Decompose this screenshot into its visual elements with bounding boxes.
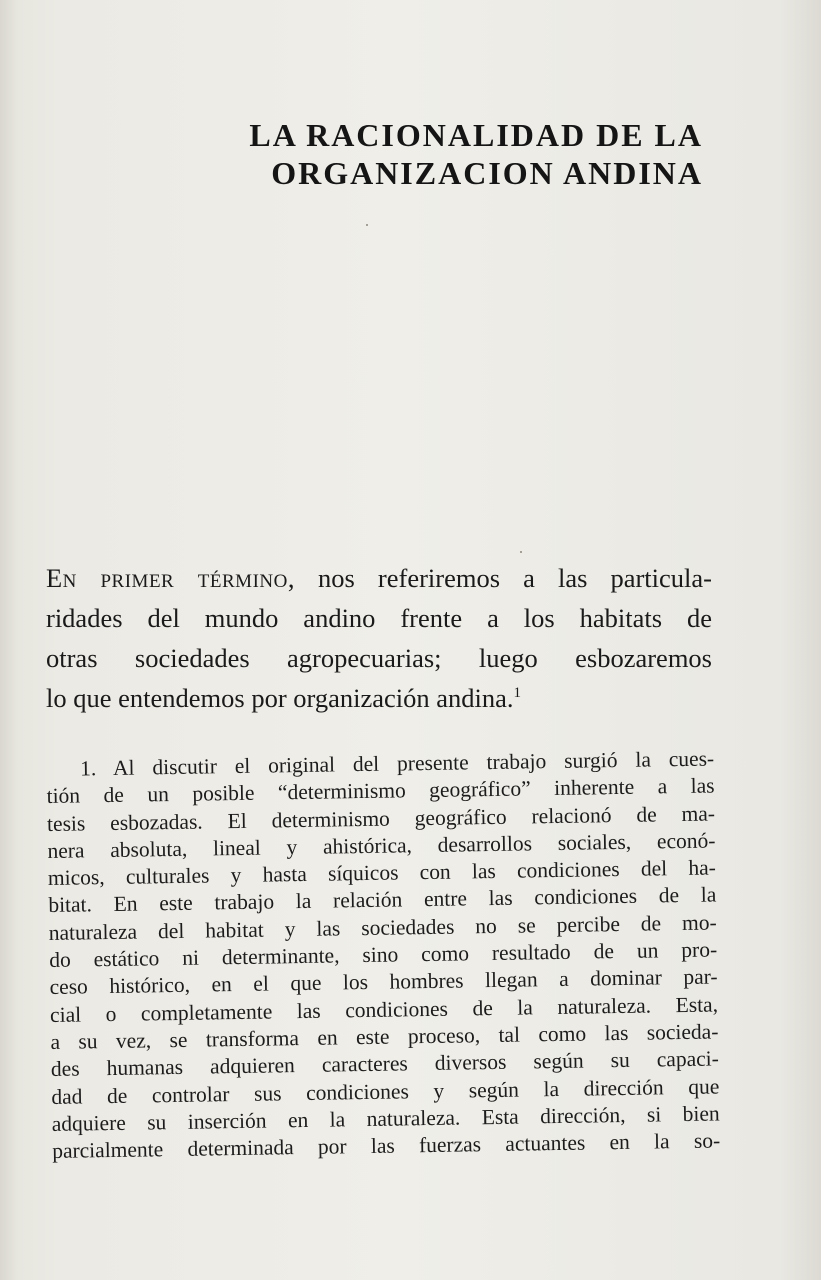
footnote-reference: 1 [513, 685, 522, 701]
body-line-3: otras sociedades agropecuarias; luego esbozaremos [46, 643, 712, 673]
footnote-line: do estático ni determinante, sino como resultado de un pro- [49, 937, 718, 973]
body-line-2: ridades del mundo andino frente a los habitats de [46, 603, 712, 633]
footnote-line: tión de un posible “determinismo geográfico” inherente a las [46, 773, 715, 809]
chapter-title [249, 116, 703, 192]
chapter-title-line-2: ORGANIZACION ANDINA [271, 155, 703, 191]
opening-small-caps: En primer término, [46, 563, 295, 593]
body-line-1-rest: nos referiremos a las particula- [294, 563, 712, 593]
footnote-line: dad de controlar sus condiciones y según la dirección que [51, 1074, 720, 1109]
footnote [46, 746, 720, 1166]
footnote-line: cial o completamente las condiciones de la naturaleza. Esta, [49, 992, 719, 1027]
footnote-line: a su vez, se transforma en este proceso, tal como las socieda- [50, 1019, 719, 1054]
body-line-1 [46, 558, 712, 598]
footnote-line: tesis esbozadas. El determinismo geográfico relacionó de ma- [46, 801, 716, 836]
paper-speck [520, 551, 522, 553]
footnote-line: bitat. En este trabajo la relación entre las condiciones de la [48, 882, 717, 918]
footnote-line: naturaleza del habitat y las sociedades no se percibe de mo- [48, 910, 717, 945]
footnote-line: nera absoluta, lineal y ahistórica, desarrollos sociales, econó- [47, 828, 716, 863]
footnote-line: micos, culturales y hasta síquicos con las condiciones del ha- [47, 855, 717, 891]
footnote-line: ceso histórico, en el que los hombres llegan a dominar par- [49, 964, 718, 1000]
body-line-4 [46, 678, 712, 718]
paper-speck [366, 224, 368, 226]
footnote-line: 1. Al discutir el original del presente trabajo surgió la cues- [80, 746, 715, 781]
body-line-4-text: lo que entendemos por organización andina. [46, 683, 514, 713]
body-paragraph [46, 558, 712, 718]
footnote-line: adquiere su inserción en la naturaleza. Esta dirección, si bien [51, 1101, 720, 1136]
chapter-title-line-1: LA RACIONALIDAD DE LA [249, 117, 703, 153]
footnote-line: parcialmente determinada por las fuerzas actuantes en la so- [52, 1128, 721, 1164]
footnote-line: des humanas adquieren caracteres diversos según su capaci- [50, 1046, 720, 1082]
